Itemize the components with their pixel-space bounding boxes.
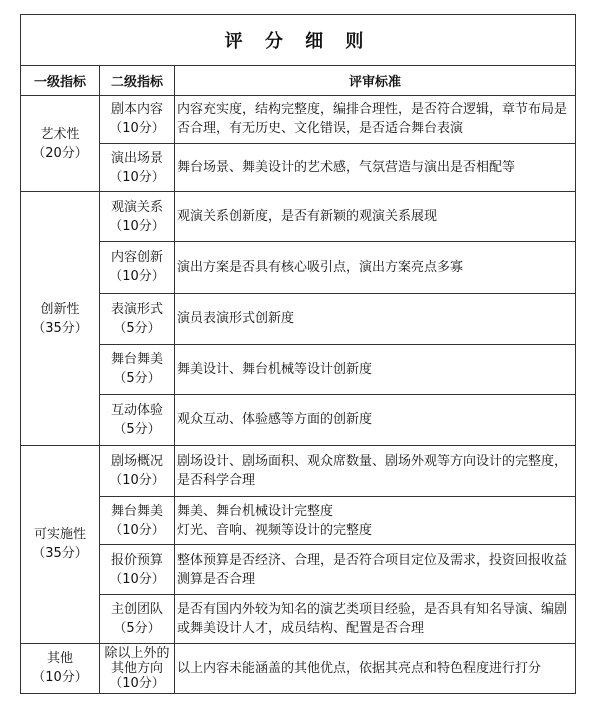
level1-innovation: [21, 192, 100, 446]
level2-cell: [100, 192, 175, 242]
level1-name: 艺术性: [40, 126, 80, 142]
level1-points: （35分）: [32, 546, 88, 562]
level2-points: （5分）: [113, 371, 161, 387]
level2-points: （5分）: [113, 620, 161, 636]
level2-cell: [100, 594, 175, 643]
level2-points: （10分）: [109, 121, 165, 137]
criteria-cell: [175, 497, 576, 545]
level2-name: 演出场景: [110, 150, 163, 166]
level1-points: （20分）: [32, 145, 88, 161]
level1-name: 可实施性: [33, 527, 86, 543]
criteria-cell: 剧场设计、剧场面积、观众席数量、剧场外观等方向设计的完整度，是否科学合理: [175, 446, 576, 497]
level2-points: （10分）: [109, 169, 165, 185]
header-level2: 二级指标: [100, 66, 175, 96]
level2-points: （10分）: [109, 571, 165, 587]
level2-name: 舞台舞美: [110, 503, 163, 519]
level2-name: 剧场概况: [110, 454, 163, 470]
level2-points: （10分）: [109, 675, 165, 691]
level2-name: 内容创新: [110, 250, 163, 266]
level2-name: 报价预算: [110, 552, 163, 568]
level2-name: 舞台舞美: [110, 352, 163, 368]
header-level1: 一级指标: [21, 66, 100, 96]
level2-cell: [100, 344, 175, 394]
level2-cell: [100, 144, 175, 192]
criteria-cell: 是否有国内外较为知名的演艺类项目经验，是否具有知名导演、编剧或舞美设计人才，成员结构、配置是否合理: [175, 594, 576, 643]
level2-cell: [100, 497, 175, 545]
criteria-cell: 观演关系创新度，是否有新颖的观演关系展现: [175, 192, 576, 242]
level2-cell: [100, 643, 175, 693]
table-title: 评 分 细 则: [21, 15, 576, 66]
level2-name-line: 其他方向: [110, 660, 163, 676]
criteria-cell: 内容充实度，结构完整度，编排合理性，是否符合逻辑，章节布局是否合理，有无历史、文化错误，是否适合舞台表演: [175, 95, 576, 143]
level2-name: 剧本内容: [110, 102, 163, 118]
level2-cell: [100, 95, 175, 143]
level2-points: （10分）: [109, 269, 165, 285]
level2-cell: [100, 242, 175, 293]
level2-points: （5分）: [113, 421, 161, 437]
level1-points: （35分）: [32, 320, 88, 336]
criteria-line: 灯光、音响、视频等设计的完整度: [177, 522, 373, 538]
level2-name-line: 除以上外的: [104, 645, 170, 661]
level2-cell: [100, 394, 175, 445]
criteria-cell: 观众互动、体验感等方面的创新度: [175, 394, 576, 445]
level2-cell: [100, 446, 175, 497]
criteria-cell: 演出方案是否具有核心吸引点，演出方案亮点多寡: [175, 242, 576, 293]
level2-name: 表演形式: [110, 301, 163, 317]
level1-name: 其他: [46, 651, 73, 667]
criteria-cell: 舞台场景、舞美设计的艺术感，气氛营造与演出是否相配等: [175, 144, 576, 192]
header-criteria: 评审标准: [175, 66, 576, 96]
level2-points: （5分）: [113, 320, 161, 336]
scoring-rules-table: [20, 14, 576, 694]
level2-cell: [100, 545, 175, 594]
level1-other: [21, 643, 100, 693]
level2-points: （10分）: [109, 218, 165, 234]
criteria-cell: 演员表演形式创新度: [175, 293, 576, 344]
level1-feasibility: [21, 446, 100, 644]
level2-name: 互动体验: [110, 402, 163, 418]
level1-name: 创新性: [40, 301, 80, 317]
criteria-line: 舞美、舞台机械设计完整度: [177, 503, 334, 519]
criteria-cell: 舞美设计、舞台机械等设计创新度: [175, 344, 576, 394]
criteria-cell: 以上内容未能涵盖的其他优点，依据其亮点和特色程度进行打分: [175, 643, 576, 693]
level1-points: （10分）: [32, 670, 88, 686]
level2-cell: [100, 293, 175, 344]
level2-name: 观演关系: [110, 199, 163, 215]
level1-artistry: [21, 95, 100, 191]
level2-points: （10分）: [109, 522, 165, 538]
level2-points: （10分）: [109, 473, 165, 489]
criteria-cell: 整体预算是否经济、合理，是否符合项目定位及需求，投资回报收益测算是否合理: [175, 545, 576, 594]
level2-name: 主创团队: [110, 601, 163, 617]
